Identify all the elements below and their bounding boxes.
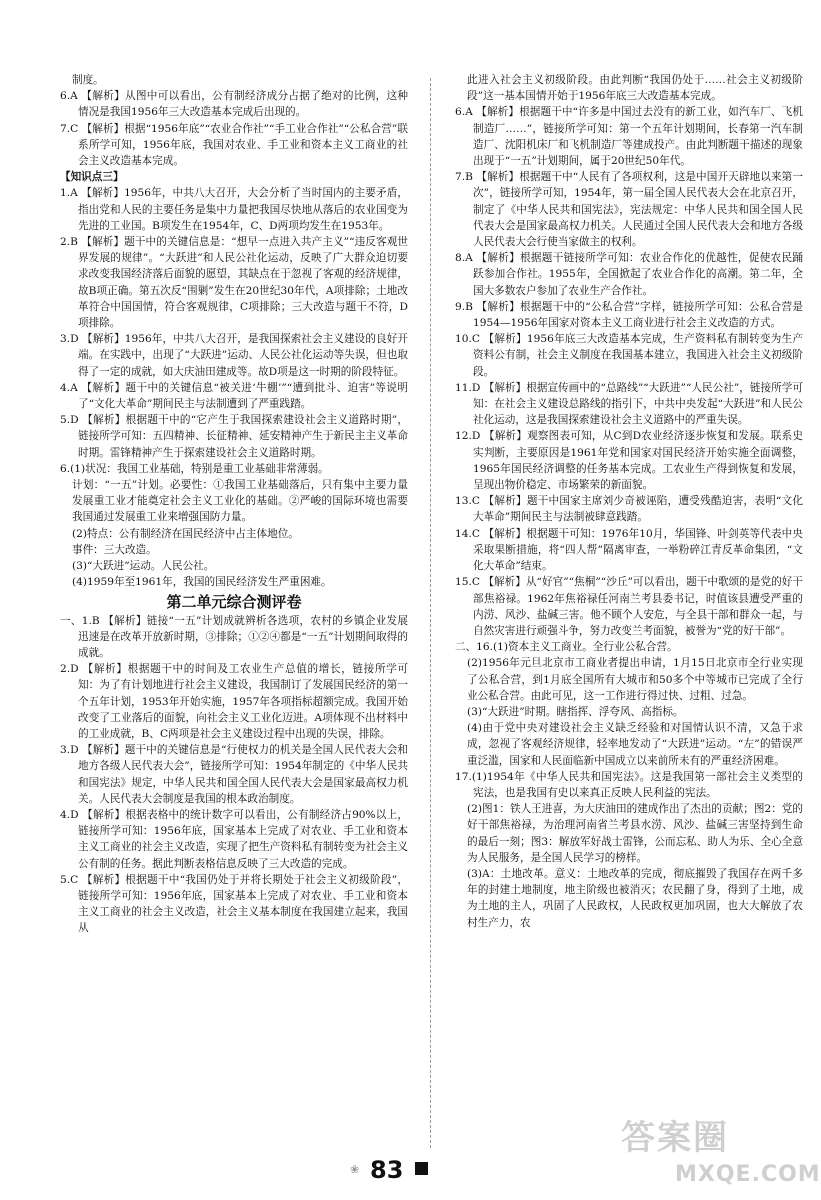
answer-paragraph: 17.(1)1954年《中华人民共和国宪法》。这是我国第一部社会主义类型的宪法，也是我国有史以来真正反映人民利益的宪法。 <box>455 770 803 799</box>
left-column <box>60 72 408 1152</box>
answer-paragraph: 11.D 【解析】根据宣传画中的“总路线”“大跃进”“人民公社”，链接所学可知：在社会主义建设总路线的指引下，中共中央发起“大跃进”和人民公社化运动，这是我国探索建设社会主义道路中的严重失误。 <box>455 381 803 427</box>
answer-paragraph: 4.D 【解析】根据表格中的统计数字可以看出，公有制经济占90%以上，链接所学可知：1956年底，国家基本上完成了对农业、手工业和资本主义工商业的社会主义改造，实现了把生产资料私有制转变为社会主义公有制的任务。据此判断表格信息反映了三大改造的完成。 <box>60 808 408 870</box>
answer-paragraph: 3.D 【解析】1956年，中共八大召开，是我国探索社会主义建设的良好开端。在实践中，出现了“大跃进”运动、人民公社化运动等失误，但也取得了一定的成就，如大庆油田建成等。故D项是这一时期的阶段特征。 <box>60 333 408 378</box>
answer-paragraph: 10.C 【解析】1956年底三大改造基本完成，生产资料私有制转变为生产资料公有制，社会主义制度在我国基本建立，我国进入社会主义初级阶段。 <box>455 333 803 378</box>
page-number: 83 <box>370 1156 404 1184</box>
flower-icon: ❀ <box>350 1163 360 1176</box>
answer-paragraph: 4.A 【解析】题干中的关键信息“被关进‘牛棚’”“遭到批斗、迫害”等说明了“文化大革命”期间民主与法制遭到了严重践踏。 <box>60 381 408 411</box>
answer-paragraph: 2.B 【解析】题干中的关键信息是：“想早一点进入共产主义”“违反客观世界发展的规律”。“大跃进”和人民公社化运动，反映了广大群众迫切要求改变我国经济落后面貌的愿望，其缺点在于忽视了客观的经济规律，故B项正确。第五次反“围剿”发生在20世纪30年代，A项排除；土地改革符合中国国情，符合客观规律，C项排除；三大改造与题干不符，D项排除。 <box>60 236 408 330</box>
answer-paragraph: (4)1959年至1961年，我国的国民经济发生严重困难。 <box>72 576 332 589</box>
section-title: 第二单元综合测评卷 <box>166 592 302 611</box>
watermark-top-text: 答案圈 <box>621 1118 729 1158</box>
answer-paragraph: 7.B 【解析】根据题干中“人民有了各项权利，这是中国开天辟地以来第一次”，链接所学可知，1954年，第一届全国人民代表大会在北京召开，制定了《中华人民共和国宪法》，宪法规定：中华人民共和国全国人民代表大会是国家最高权力机关。人民通过全国人民代表大会和地方各级人民代表大会行使当家做主的权利。 <box>455 171 803 249</box>
black-square-icon <box>415 1162 428 1175</box>
watermark-bottom-text: MXQE.COM <box>675 1162 821 1187</box>
answer-paragraph: 7.C 【解析】根据“1956年底”“农业合作社”“手工业合作社”“公私合营”联系所学可知，1956年底，我国对农业、手工业和资本主义工商业的社会主义改造基本完成。 <box>60 122 408 168</box>
answer-paragraph: 此进入社会主义初级阶段。由此判断“我国仍处于……社会主义初级阶段”这一基本国情开始于1956年底三大改造基本完成。 <box>467 74 803 103</box>
answer-paragraph: 9.B 【解析】根据题干中的“公私合营”字样，链接所学可知：公私合营是1954—1956年国家对资本主义工商业进行社会主义改造的方式。 <box>455 300 803 330</box>
answer-paragraph: (2)特点：公有制经济在国民经济中占主体地位。 <box>72 527 299 540</box>
answer-paragraph: 3.D 【解析】题干中的关键信息是“行使权力的机关是全国人民代表大会和地方各级人民代表大会”，链接所学可知：1954年制定的《中华人民共和国宪法》规定，中华人民共和国全国人民代表大会是国家最高权力机关。人民代表大会制度是我国的根本政治制度。 <box>60 744 408 805</box>
column-divider <box>430 78 431 1148</box>
right-column <box>455 72 803 1152</box>
answer-paragraph: (3)A：土地改革。意义：土地改革的完成，彻底摧毁了我国存在两千多年的封建土地制度，地主阶级也被消灭；农民翻了身，得到了土地，成为土地的主人，巩固了人民政权，人民政权更加巩固，也大大解放了农村生产力，农 <box>467 867 803 929</box>
answer-paragraph: 6.(1)状况：我国工业基础，特别是重工业基础非常薄弱。 <box>60 462 329 475</box>
answer-paragraph: 事件：三大改造。 <box>72 543 157 556</box>
answer-paragraph: 一、1.B 【解析】链接“一五”计划成就辨析各选项，农村的乡镇企业发展迅速是在改革开放新时期，③排除；①②④都是“一五”计划期间取得的成就。 <box>60 614 408 659</box>
answer-paragraph: 制度。 <box>72 74 104 86</box>
answer-paragraph: 二、16.(1)资本主义工商业。全行业公私合营。 <box>455 641 678 654</box>
answer-paragraph: 2.D 【解析】根据题干中的时间及工农业生产总值的增长，链接所学可知：为了有计划地进行社会主义建设，我国制订了发展国民经济的第一个五年计划，1953年开始实施，1957年各项指标超额完成。我国开始改变了工业落后的面貌，向社会主义工业化迈进。A项体现不出材料中的工业成就，B、C两项是社会主义建设过程中出现的失误，排除。 <box>60 663 408 740</box>
answer-paragraph: 15.C 【解析】从“好官”“焦桐”“沙丘”可以看出，题干中歌颂的是党的好干部焦裕禄。1962年焦裕禄任河南兰考县委书记，时值该县遭受严重的内涝、风沙、盐碱三害。他不顾个人安危，与全县干部和群众一起，与自然灾害进行顽强斗争，努力改变兰考面貌，被誉为“党的好干部”。 <box>455 576 803 637</box>
answer-paragraph: (4)由于党中央对建设社会主义缺乏经验和对国情认识不清，又急于求成，忽视了客观经济规律，轻率地发动了“大跃进”运动。“左”的错误严重泛滥，国家和人民面临新中国成立以来前所未有的严重经济困难。 <box>467 722 803 767</box>
answer-paragraph: 12.D 【解析】观察图表可知，从C到D农业经济逐步恢复和发展。联系史实判断，主要原因是1961年党和国家对国民经济开始实施全面调整，1965年国民经济调整的任务基本完成。工农业生产得到恢复和发展，呈现出物价稳定、市场繁荣的新面貌。 <box>455 430 803 492</box>
watermark-logo <box>615 1110 821 1198</box>
answer-paragraph: 13.C 【解析】题干中国家主席刘少奇被诬陷，遭受残酷迫害，表明“文化大革命”期间民主与法制被肆意践踏。 <box>455 495 803 524</box>
answer-paragraph: 5.D 【解析】根据题干中的“它产生于我国探索建设社会主义道路时期”，链接所学可知：五四精神、长征精神、延安精神产生于新民主主义革命时期。雷锋精神产生于探索建设社会主义道路时期。 <box>60 414 408 459</box>
answer-paragraph: 6.A 【解析】从图中可以看出，公有制经济成分占据了绝对的比例，这种情况是我国1956年三大改造基本完成后出现的。 <box>60 90 408 119</box>
answer-paragraph: (2)1956年元旦北京市工商业者提出申请，1月15日北京市全行业实现了公私合营，到1月底全国所有大城市和50多个中等城市已完成了全行业公私合营。由此可见，这一工作进行得过快、过粗、过急。 <box>467 657 803 702</box>
answer-paragraph: 计划：“一五”计划。必要性：①我国工业基础落后，只有集中主要力量发展重工业才能奠定社会主义工业化的基础。②严峻的国际环境也需要我国通过发展重工业来增强国防力量。 <box>72 479 408 524</box>
answer-paragraph: 8.A 【解析】根据题干链接所学可知：农业合作化的优越性，促使农民踊跃参加合作社。1955年，全国掀起了农业合作化的高潮。第二年，全国大多数农户参加了农业生产合作社。 <box>455 252 803 297</box>
answer-paragraph: 1.A 【解析】1956年，中共八大召开，大会分析了当时国内的主要矛盾，指出党和人民的主要任务是集中力量把我国尽快地从落后的农业国变为先进的工业国。B项发生在1954年，C、D两项均发生在1953年。 <box>60 187 408 232</box>
subsection-heading: 【知识点三】 <box>60 171 124 184</box>
answer-paragraph: 5.C 【解析】根据题干中“我国仍处于并将长期处于社会主义初级阶段”，链接所学可知：1956年底，国家基本上完成了对农业、手工业和资本主义工商业的社会主义改造，社会主义基本制度在我国建立起来，我国从 <box>60 873 408 935</box>
answer-paragraph: 6.A 【解析】根据题干中“许多是中国过去没有的新工业，如汽车厂、飞机制造厂……”，链接所学可知：第一个五年计划期间，长春第一汽车制造厂、沈阳机床厂和飞机制造厂等建成投产。由此判断题干描述的现象出现于“一五”计划期间，属于20世纪50年代。 <box>455 106 803 168</box>
answer-paragraph: (3)“大跃进”运动。人民公社。 <box>72 560 215 573</box>
answer-paragraph: (3)“大跃进”时期。瞎指挥、浮夸风、高指标。 <box>467 705 684 718</box>
answer-paragraph: 14.C 【解析】根据题干可知：1976年10月，华国锋、叶剑英等代表中央采取果断措施，将“四人帮”隔离审查，一举粉碎江青反革命集团，“文化大革命”结束。 <box>455 527 803 573</box>
answer-paragraph: (2)图1：铁人王进喜，为大庆油田的建成作出了杰出的贡献；图2：党的好干部焦裕禄，为治理河南省兰考县水涝、风沙、盐碱三害坚持到生命的最后一刻；图3：解放军好战士雷锋，公而忘私、助人为乐、全心全意为人民服务，是全国人民学习的榜样。 <box>467 803 803 864</box>
